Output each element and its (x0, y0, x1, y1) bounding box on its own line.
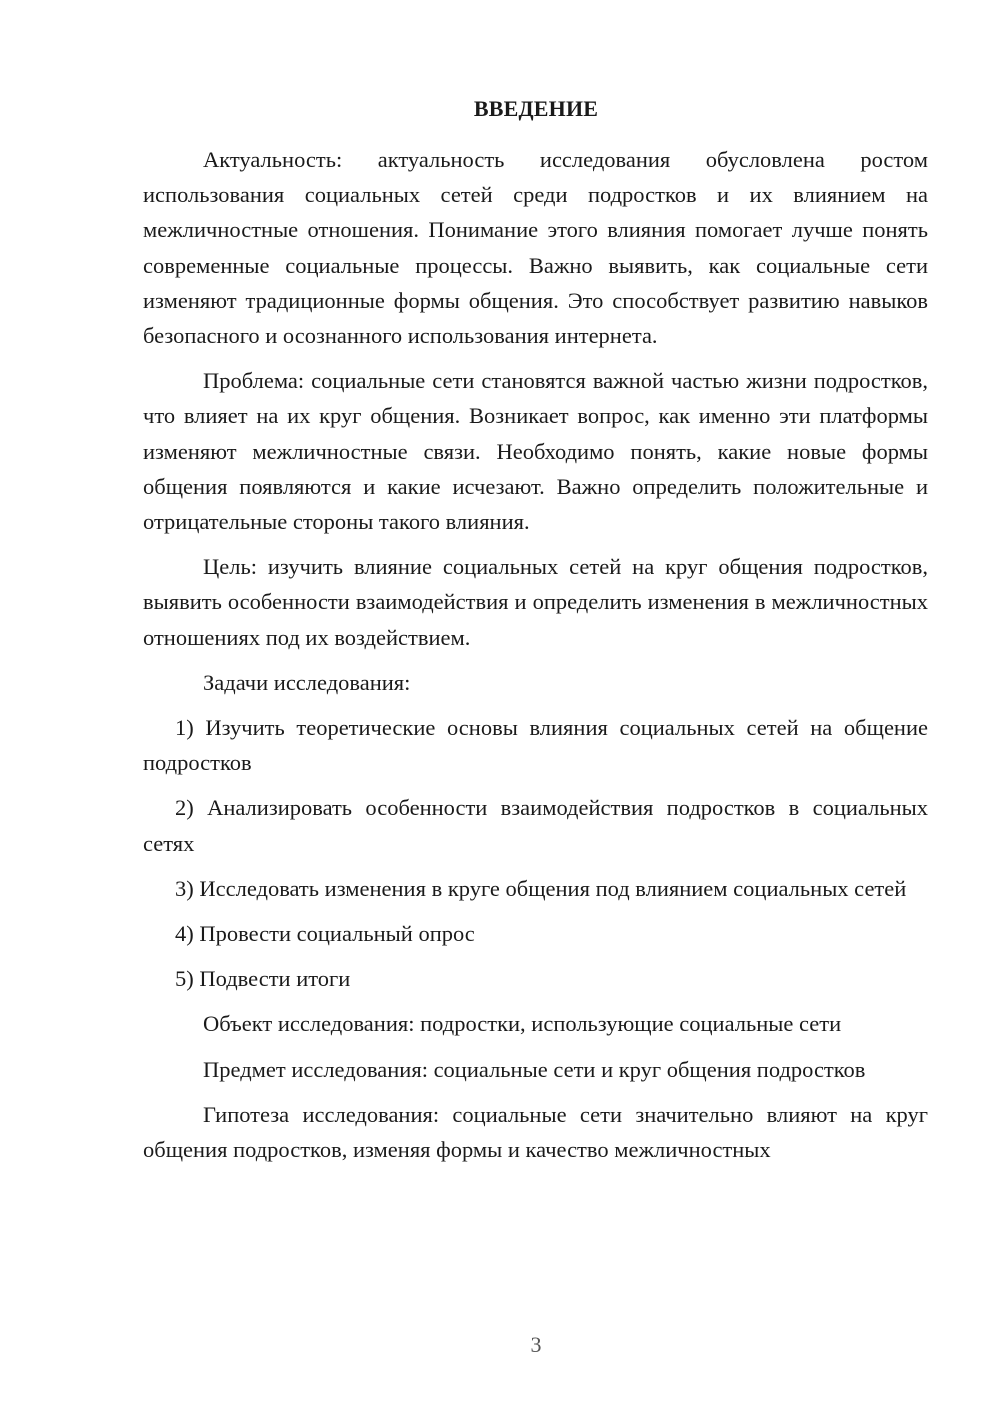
task-item: 5) Подвести итоги (175, 966, 351, 992)
paragraph-subject: Предмет исследования: социальные сети и круг общения подростков (203, 1056, 866, 1082)
paragraph-problem: Проблема: социальные сети становятся важной частью жизни подростков, что влияет на их круг общения. Возникает вопрос, как именно эти платформы изменяют межличностные связи. Необходимо понять, какие новые формы общения появляются и какие исчезают. Важно определить положительные и отрицательные стороны такого влияния. (143, 368, 928, 535)
page-number: 3 (530, 1332, 542, 1357)
task-item: 1) Изучить теоретические основы влияния социальных сетей на общение подростков (143, 715, 928, 776)
paragraph-hypothesis: Гипотеза исследования: социальные сети значительно влияют на круг общения подростков, изменяя формы и качество межличностных (143, 1101, 928, 1163)
task-item: 2) Анализировать особенности взаимодействия подростков в социальных сетях (143, 795, 928, 856)
paragraph-relevance: Актуальность: актуальность исследования обусловлена ростом использования социальных сетей среди подростков и их влиянием на межличностные отношения. Понимание этого влияния помогает лучше понять современные социальные процессы. Важно выявить, как социальные сети изменяют традиционные формы общения. Это способствует развитию навыков безопасного и осознанного использования интернета. (143, 147, 928, 349)
document-body (143, 142, 928, 1177)
tasks-heading: Задачи исследования: (203, 669, 411, 695)
task-item: 3) Исследовать изменения в круге общения под влиянием социальных сетей (175, 875, 907, 901)
paragraph-object: Объект исследования: подростки, использующие социальные сети (203, 1011, 842, 1037)
paragraph-goal: Цель: изучить влияние социальных сетей на круг общения подростков, выявить особенности взаимодействия и определить изменения в межличностных отношениях под их воздействием. (143, 554, 928, 650)
section-title: ВВЕДЕНИЕ (473, 96, 599, 121)
task-item: 4) Провести социальный опрос (175, 921, 475, 947)
